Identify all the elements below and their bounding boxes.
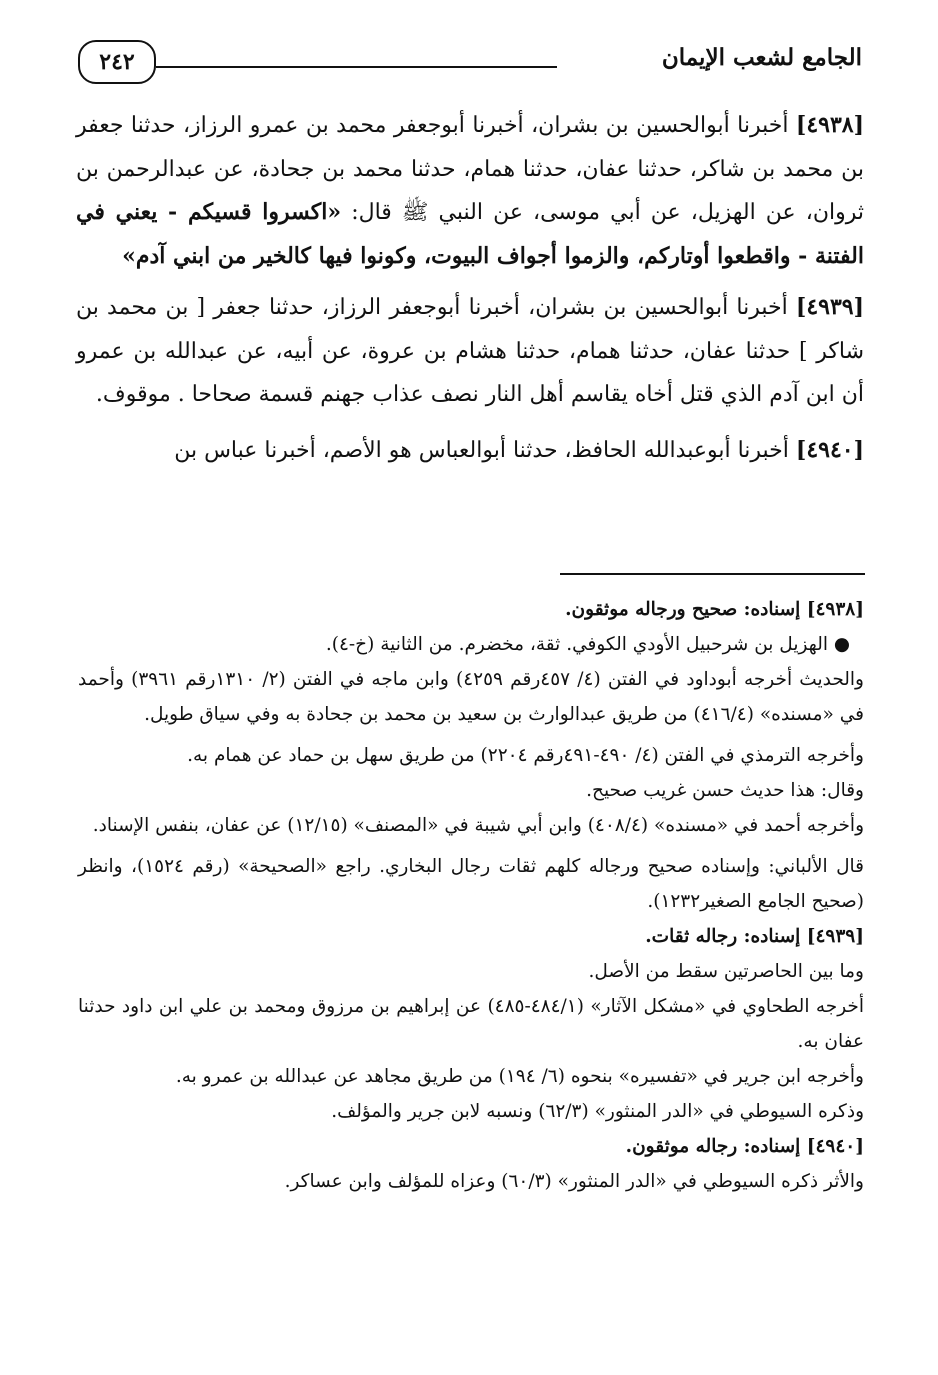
footnote-line: أخرجه الطحاوي في «مشكل الآثار» (٤٨٤/١-٤٨٥) عن إبراهيم بن مرزوق ومحمد بن علي ابن داود حدثنا عفان به. [78, 996, 864, 1052]
book-title: الجامع لشعب الإيمان [661, 44, 862, 71]
footnote-line: قال الألباني: وإسناده صحيح ورجاله كلهم ثقات رجال البخاري. راجع «الصحيحة» (رقم ١٥٢٤)، وانظر (صحيح الجامع الصغير١٢٣٢). [78, 856, 864, 912]
footnote-line: وأخرجه أحمد في «مسنده» (٤٠٨/٤) وابن أبي شيبة في «المصنف» (١٢/١٥) عن عفان، بنفس الإسناد. [92, 815, 864, 836]
hadith-isnad: أخبرنا أبوعبدالله الحافظ، حدثنا أبوالعباس هو الأصم، أخبرنا عباس بن [174, 437, 789, 463]
hadith-number: [٤٩٣٨] [795, 112, 864, 138]
hadith-number: [٤٩٤٠] [795, 436, 864, 463]
page-header [78, 40, 862, 92]
footnote-line: ● الهزيل بن شرحبيل الأودي الكوفي. ثقة، مخضرم. من الثانية (خ-٤). [325, 634, 850, 655]
footnotes [78, 592, 864, 1199]
footnote-line: والحديث أخرجه أبوداود في الفتن (٤/ ٤٥٧رقم ٤٢٥٩) وابن ماجه في الفتن (٢/ ١٣١٠رقم ٣٩٦١) وأحمد في «مسنده» (٤١٦/٤) من طريق عبدالوارث بن سعيد بن محمد بن جحادة به وفي سياق طويل. [78, 669, 864, 725]
hadith-4940 [76, 429, 864, 473]
page-number: ٢٤٢ [78, 40, 156, 84]
footnote-heading: [٤٩٣٩] إسناده: رجاله ثقات. [645, 926, 864, 947]
footnote-line: وأخرجه الترمذي في الفتن (٤/ ٤٩٠-٤٩١رقم ٢٢٠٤) من طريق سهل بن حماد عن همام به. [187, 745, 864, 766]
footnote-line: وما بين الحاصرتين سقط من الأصل. [588, 961, 864, 982]
hadith-number: [٤٩٣٩] [795, 294, 865, 320]
main-text [76, 104, 864, 480]
hadith-isnad: أخبرنا أبوالحسين بن بشران، أخبرنا أبوجعفر محمد بن عمرو الرزاز، حدثنا جعفر بن محمد بن شاكر، حدثنا عفان، حدثنا همام، حدثنا محمد بن جحادة، عن عبدالرحمن بن ثروان، عن الهزيل، عن أبي موسى، عن النبي ﷺ قال: [76, 113, 865, 225]
footnote-line: وذكره السيوطي في «الدر المنثور» (٦٢/٣) ونسبه لابن جرير والمؤلف. [331, 1101, 864, 1122]
footnote-separator [560, 573, 865, 575]
footnote-heading: [٤٩٤٠] إسناده: رجاله موثقون. [625, 1136, 864, 1157]
footnote-line: وأخرجه ابن جرير في «تفسيره» بنحوه (٦/ ١٩٤) من طريق مجاهد عن عبدالله بن عمرو به. [175, 1066, 864, 1087]
header-rule [156, 66, 557, 68]
footnote-line: والأثر ذكره السيوطي في «الدر المنثور» (٦٠/٣) وعزاه للمؤلف وابن عساكر. [284, 1171, 864, 1192]
hadith-4938 [76, 104, 864, 278]
hadith-isnad: أخبرنا أبوالحسين بن بشران، أخبرنا أبوجعفر الرزاز، حدثنا جعفر [ بن محمد بن شاكر ] حدثنا عفان، حدثنا همام، حدثنا هشام بن عروة، عن أبيه، عن عبدالله بن عمرو أن ابن آدم الذي قتل أخاه يقاسم أهل النار نصف عذاب جهنم قسمة صحاحا . موقوف. [76, 295, 864, 407]
hadith-matn: «اكسروا قسيكم - يعني في الفتنة - واقطعوا أوتاركم، والزموا أجواف البيوت، وكونوا فيها كالخير من ابني آدم» [76, 199, 864, 269]
footnote-heading: [٤٩٣٨] إسناده: صحيح ورجاله موثقون. [565, 599, 864, 620]
hadith-4939 [76, 286, 864, 417]
footnote-line: وقال: هذا حديث حسن غريب صحيح. [586, 780, 864, 801]
